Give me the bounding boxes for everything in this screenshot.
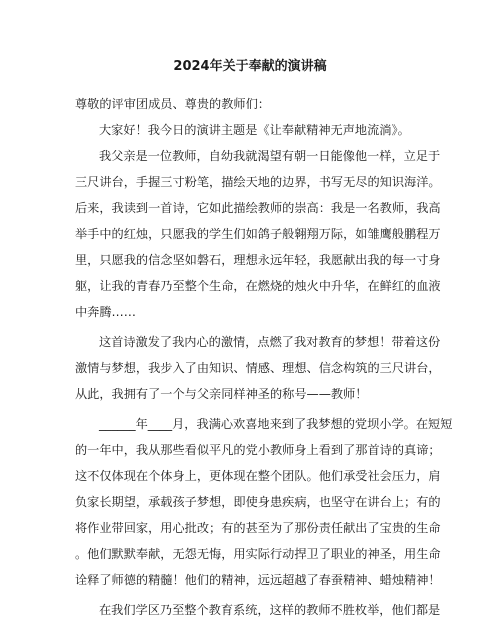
paragraph-line: 在我们学区乃至整个教育系统，这样的教师不胜枚举，他们都是	[99, 603, 441, 617]
paragraph-line: 我父亲是一位教师，自幼我就渴望有朝一日能像他一样，立足于	[99, 149, 441, 163]
paragraph-line: 这不仅体现在个体身上，更体现在整个团队。他们承受社会压力，肩	[75, 469, 441, 483]
paragraph-line: 诠释了师德的精髓！他们的精神，远远超越了春蚕精神、蜡烛精神！	[75, 573, 441, 587]
document-body	[75, 91, 453, 623]
paragraph-line: 激情与梦想，我步入了由知识、情感、理想、信念构筑的三尺讲台，	[75, 361, 441, 375]
document-title: 2024年关于奉献的演讲稿	[173, 59, 327, 74]
paragraph-line: 。他们默默奉献，无怨无悔，用实际行动捍卫了职业的神圣，用生命	[75, 547, 441, 561]
paragraph-line: 三尺讲台，手握三寸粉笔，描绘天地的边界，书写无尽的知识海洋。	[75, 175, 441, 189]
paragraph-line: ______年____月，我满心欢喜地来到了我梦想的党坝小学。在短短	[99, 417, 453, 431]
paragraph-line: 负家长期望，承载孩子梦想，即使身患疾病，也坚守在讲台上；有的	[75, 495, 441, 509]
paragraph-line: 这首诗激发了我内心的激情，点燃了我对教育的梦想！带着这份	[99, 335, 441, 349]
paragraph-line: 里，只愿我的信念坚如磐石，理想永远年轻，我愿献出我的每一寸身	[75, 253, 441, 267]
salutation-line: 尊敬的评审团成员、尊贵的教师们：	[75, 97, 270, 111]
paragraph-line: 举手中的红烛，只愿我的学生们如鸽子般翱翔万际，如雏鹰般鹏程万	[75, 227, 441, 241]
greeting-line: 大家好！我今日的演讲主题是《让奉献精神无声地流淌》。	[99, 123, 410, 137]
paragraph-line: 从此，我拥有了一个与父亲同样神圣的称号——教师！	[75, 387, 368, 401]
paragraph-line: 将作业带回家，用心批改；有的甚至为了那份责任献出了宝贵的生命	[75, 521, 441, 535]
paragraph-line: 后来，我读到一首诗，它如此描绘教师的崇高：我是一名教师，我高	[75, 201, 441, 215]
paragraph-line: 躯，让我的青春乃至整个生命，在燃烧的烛火中升华，在鲜红的血液	[75, 279, 441, 293]
paragraph-line: 的一年中，我从那些看似平凡的党小教师身上看到了那首诗的真谛；	[75, 443, 441, 457]
paragraph-line: 中奔腾……	[75, 305, 136, 319]
